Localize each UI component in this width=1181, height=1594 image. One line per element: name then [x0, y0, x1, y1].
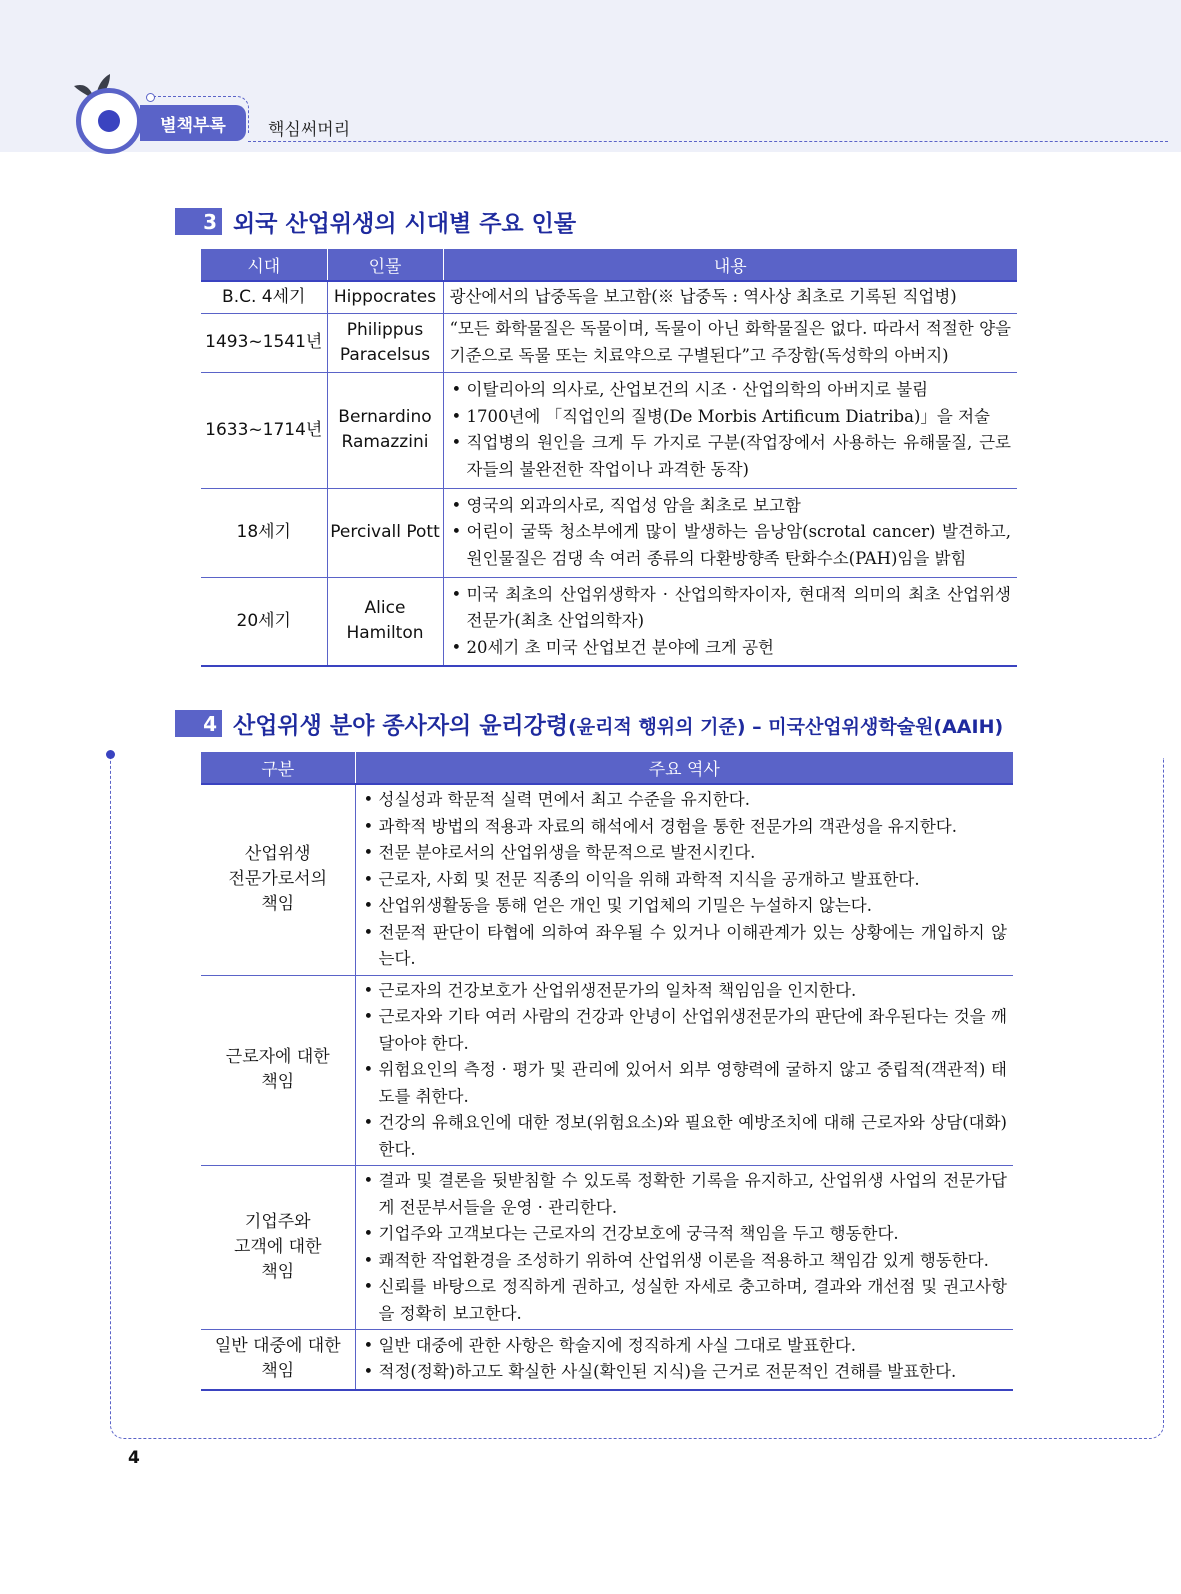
column-header: 시대: [201, 249, 327, 281]
table-row: [201, 784, 1013, 975]
duties-list: [362, 787, 1008, 973]
frame-dot: [106, 750, 115, 759]
table-row: [201, 577, 1017, 666]
appendix-tag: 별책부록: [140, 105, 246, 141]
content-list: [450, 377, 1012, 483]
content-list: [450, 493, 1012, 573]
person-name: Paracelsus: [339, 344, 431, 365]
list-item: • 쾌적한 작업환경을 조성하기 위하여 산업위생 이론을 적용하고 책임감 있게 행동한다.: [362, 1248, 1008, 1275]
duties-cell: [355, 975, 1013, 1166]
category-cell: [201, 1166, 355, 1330]
table-row: [201, 975, 1013, 1166]
list-item: • 어린이 굴뚝 청소부에게 많이 발생하는 음낭암(scrotal cancer) 발견하고, 원인물질은 검댕 속 여러 종류의 다환방향족 탄화수소(PAH)임을 밝힘: [450, 519, 1012, 572]
era-cell: B.C. 4세기: [201, 281, 327, 313]
header-subtitle: 핵심써머리: [268, 120, 351, 140]
table-row: [201, 313, 1017, 372]
person-cell: [327, 577, 443, 666]
category-cell: [201, 784, 355, 975]
list-item: • 건강의 유해요인에 대한 정보(위험요소)와 필요한 예방조치에 대해 근로자와 상담(대화)한다.: [362, 1110, 1008, 1163]
category-cell: [201, 1330, 355, 1390]
list-item: • 직업병의 원인을 크게 두 가지로 구분(작업장에서 사용하는 유해물질, 근로자들의 불완전한 작업이나 과격한 동작): [450, 430, 1012, 483]
content-cell: [443, 577, 1017, 666]
era-cell: 1493~1541년: [201, 313, 327, 372]
list-item: • 결과 및 결론을 뒷받침할 수 있도록 정확한 기록을 유지하고, 산업위생 사업의 전문가답게 전문부서들을 운영 · 관리한다.: [362, 1168, 1008, 1221]
category-line: 일반 대중에 대한: [214, 1336, 341, 1357]
era-cell: 18세기: [201, 488, 327, 577]
content-list: [450, 582, 1012, 662]
person-cell: [327, 488, 443, 577]
section-title: [233, 707, 1003, 740]
person-cell: [327, 313, 443, 372]
duties-cell: [355, 784, 1013, 975]
table-row: [201, 1330, 1013, 1390]
column-header: 구분: [201, 752, 355, 784]
column-header: 내용: [443, 249, 1017, 281]
category-cell: [201, 975, 355, 1166]
era-cell: 20세기: [201, 577, 327, 666]
list-item: • 이탈리아의 의사로, 산업보건의 시조 · 산업의학의 아버지로 불림: [450, 377, 1012, 404]
list-item: • 과학적 방법의 적용과 자료의 해석에서 경험을 통한 전문가의 객관성을 유지한다.: [362, 814, 1008, 841]
duties-list: [362, 978, 1008, 1164]
duties-list: [362, 1168, 1008, 1327]
person-name: Alice: [364, 598, 406, 619]
ethics-code-table: [201, 752, 1013, 1391]
section-title-main: 산업위생 분야 종사자의 윤리강령: [233, 713, 569, 739]
table-row: [201, 281, 1017, 313]
column-header: 인물: [327, 249, 443, 281]
person-name: Bernardino: [338, 407, 432, 427]
person-name: Hippocrates: [333, 286, 437, 307]
section-number: 3: [175, 208, 222, 235]
category-line: 산업위생: [244, 844, 311, 865]
content-cell: [443, 372, 1017, 488]
section-4-heading: [175, 707, 1003, 740]
person-cell: [327, 372, 443, 488]
person-name: Hamilton: [346, 623, 424, 644]
category-line: 근로자에 대한: [225, 1047, 330, 1068]
list-item: • 영국의 외과의사로, 직업성 암을 최초로 보고함: [450, 493, 1012, 520]
person-name: Ramazzini: [341, 432, 429, 452]
logo-dot: [98, 110, 120, 132]
list-item: • 성실성과 학문적 실력 면에서 최고 수준을 유지한다.: [362, 787, 1008, 814]
list-item: • 근로자, 사회 및 전문 직종의 이익을 위해 과학적 지식을 공개하고 발표한다.: [362, 867, 1008, 894]
list-item: • 20세기 초 미국 산업보건 분야에 크게 공헌: [450, 635, 1012, 662]
category-line: 전문가로서의: [228, 869, 328, 890]
historical-figures-table: [201, 249, 1017, 667]
content-cell: [443, 281, 1017, 313]
list-item: • 기업주와 고객보다는 근로자의 건강보호에 궁극적 책임을 두고 행동한다.: [362, 1221, 1008, 1248]
list-item: • 위험요인의 측정 · 평가 및 관리에 있어서 외부 영향력에 굴하지 않고 중립적(객관적) 태도를 취한다.: [362, 1057, 1008, 1110]
list-item: • 신뢰를 바탕으로 정직하게 권하고, 성실한 자세로 충고하며, 결과와 개선점 및 권고사항을 정확히 보고한다.: [362, 1274, 1008, 1327]
era-cell: 1633~1714년: [201, 372, 327, 488]
category-line: 고객에 대한: [233, 1237, 322, 1257]
table-row: [201, 1166, 1013, 1330]
category-line: 책임: [261, 1262, 295, 1282]
duties-cell: [355, 1330, 1013, 1390]
list-item: • 1700년에 「직업인의 질병(De Morbis Artificum Diatriba)」을 저술: [450, 404, 1012, 431]
section-title-sub: (윤리적 행위의 기준) – 미국산업위생학술원(AAIH): [568, 716, 1004, 738]
list-item: • 전문 분야로서의 산업위생을 학문적으로 발전시킨다.: [362, 840, 1008, 867]
section-3-heading: [175, 205, 576, 238]
person-name: Percivall Pott: [330, 522, 440, 542]
header-divider: [248, 141, 1168, 142]
content-text: 광산에서의 납중독을 보고함(※ 납중독 : 역사상 최초로 기록된 직업병): [449, 287, 957, 306]
list-item: • 일반 대중에 관한 사항은 학술지에 정직하게 사실 그대로 발표한다.: [362, 1333, 1008, 1360]
person-cell: [327, 281, 443, 313]
column-header: 주요 역사: [355, 752, 1013, 784]
category-line: 책임: [261, 1361, 295, 1382]
list-item: • 산업위생활동을 통해 얻은 개인 및 기업체의 기밀은 누설하지 않는다.: [362, 893, 1008, 920]
content-text: “모든 화학물질은 독물이며, 독물이 아닌 화학물질은 없다. 따라서 적절한 양을 기준으로 독물 또는 치료약으로 구별된다”고 주장함(독성학의 아버지): [449, 319, 1011, 365]
category-line: 책임: [261, 1072, 295, 1093]
table-row: [201, 488, 1017, 577]
list-item: • 근로자의 건강보호가 산업위생전문가의 일차적 책임임을 인지한다.: [362, 978, 1008, 1005]
content-cell: [443, 313, 1017, 372]
table-row: [201, 372, 1017, 488]
table-header-row: [201, 752, 1013, 784]
category-line: 기업주와: [244, 1212, 311, 1232]
table-header-row: [201, 249, 1017, 281]
list-item: • 전문적 판단이 타협에 의하여 좌우될 수 있거나 이해관계가 있는 상황에는 개입하지 않는다.: [362, 920, 1008, 973]
list-item: • 미국 최초의 산업위생학자 · 산업의학자이자, 현대적 의미의 최초 산업위생전문가(최초 산업의학자): [450, 582, 1012, 635]
list-item: • 적정(정확)하고도 확실한 사실(확인된 지식)을 근거로 전문적인 견해를 발표한다.: [362, 1359, 1008, 1386]
duties-cell: [355, 1166, 1013, 1330]
tag-dot: [146, 93, 155, 102]
person-name: Philippus: [346, 319, 424, 340]
duties-list: [362, 1333, 1008, 1386]
list-item: • 근로자와 기타 여러 사람의 건강과 안녕이 산업위생전문가의 판단에 좌우된다는 것을 깨달아야 한다.: [362, 1004, 1008, 1057]
page-number: 4: [128, 1448, 140, 1468]
category-line: 책임: [261, 894, 295, 915]
section-title: 외국 산업위생의 시대별 주요 인물: [233, 211, 577, 237]
section-number: 4: [175, 710, 222, 737]
content-cell: [443, 488, 1017, 577]
